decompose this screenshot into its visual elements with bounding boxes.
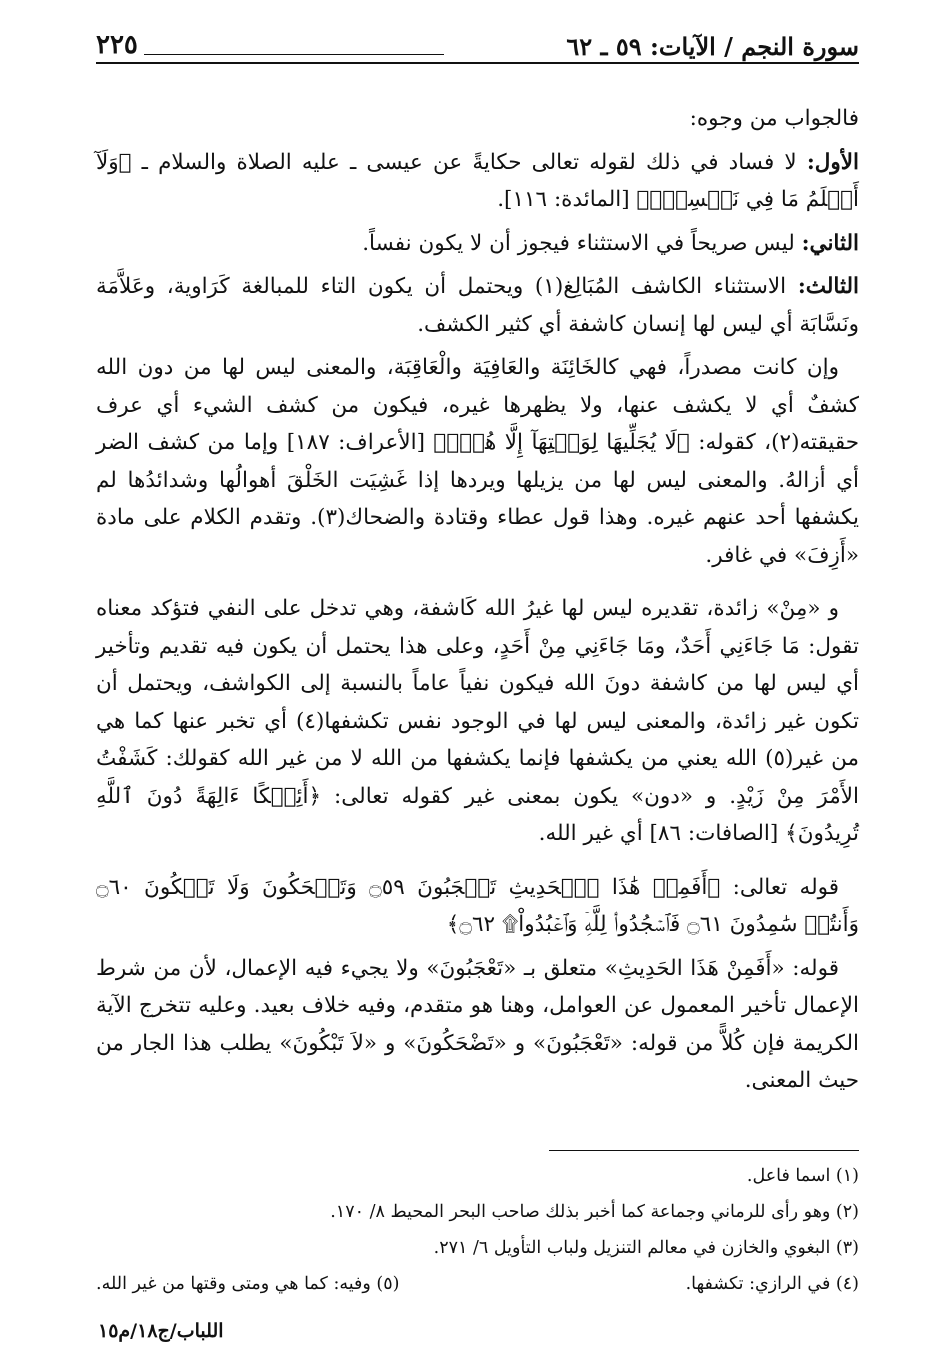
paragraph-third-point <box>96 268 859 343</box>
point-label-second: الثاني: <box>801 230 859 256</box>
point-label-first: الأول: <box>806 149 859 175</box>
paragraph-masdar: وإن كانت مصدراً، فهي كالخَائِنَة والعَافِيَة والْعَاقِبَة، والمعنى ليس لها من دون الله كشفٌ أي لا يكشف عنها، ولا يظهرها غيره، فيكون من كشف الشيء أي عرف حقيقته(٢)، كقوله: ﴿لَا يُجَلِّيهَا لِوَقۡتِهَآ إِلَّا هُوَۚ﴾ [الأعراف: ١٨٧] وإما من كشف الضر أي أزالهُ. والمعنى ليس لها من يزيلها ويردها إذا غَشِيَت الخَلْقَ أهوالُها وشدائدُها لم يكشفها أحد عنهم غيره. وهذا قول عطاء وقتادة والضحاك(٣). وتقدم الكلام على مادة «أَزِفَ» في غافر. <box>96 355 860 568</box>
point-text-third: الاستثناء الكاشف المُبَالِغ(١) ويحتمل أن يكون التاء للمبالغة كَرَاوية، وعَلاَّمَة ونَسَّابَة أي ليس لها إنسان كاشفة أي كثير الكشف. <box>96 274 859 337</box>
paragraph-min-zaida: و «مِنْ» زائدة، تقديره ليس لها غيرُ الله كَاشفة، وهي تدخل على النفي فتؤكد معناه تقول: مَا جَاءَنِي أَحَدٌ، ومَا جَاءَنِي مِنْ أَحَدٍ، وعلى هذا يحتمل أن يكون فيه تقديم وتأخير أي ليس لها من كاشفة دونَ الله فيكون نفياً عاماً بالنسبة إلى الكواشف، ويحتمل أن تكون غير زائدة، والمعنى ليس لها في الوجود نفس تكشفها(٤) أي تخبر عنها كما هي من غير(٥) الله يعني من يكشفها فإنما يكشفها من الله لا من غير الله كقولك: كَشَفْتُ الأَمْرَ مِنْ زَيْدٍ. و «دون» يكون بمعنى غير كقوله تعالى: ﴿أَئِفۡكًا ءَالِهَةً دُونَ ٱللَّهِ تُرِيدُونَ﴾ [الصافات: ٨٦] أي غير الله. <box>96 596 860 846</box>
main-text <box>96 100 859 1106</box>
footnotes <box>96 1158 859 1302</box>
paragraph-second-point <box>96 225 859 263</box>
point-text-second: ليس صريحاً في الاستثناء فيجوز أن لا يكون نفساً. <box>362 230 802 256</box>
footnote-3: (٣) البغوي والخازن في معالم التنزيل ولباب التأويل ٦/ ٢٧١. <box>433 1238 859 1258</box>
page-number: ٢٢٥ <box>96 30 138 60</box>
header-title: سورة النجم / الآيات: ٥٩ ـ ٦٢ <box>566 32 859 61</box>
paragraph-intro: فالجواب من وجوه: <box>689 106 859 131</box>
point-label-third: الثالث: <box>797 274 859 299</box>
footnote-1: (١) اسما فاعل. <box>746 1166 859 1186</box>
footnote-4: (٤) في الرازي: تكشفها. <box>685 1274 859 1294</box>
footnote-5: (٥) وفيه: كما هي ومتى وقتها من غير الله. <box>96 1274 400 1294</box>
header-rule <box>96 62 859 64</box>
footnote-row-4-5 <box>96 1266 859 1302</box>
paragraph-commentary: قوله: «أَفَمِنْ هَذَا الحَدِيثِ» متعلق بـ «تَعْجَبُونَ» ولا يجيء فيه الإعمال، لأن من شرط الإعمال تأخير المعمول عن العوامل، وهنا هو متقدم، وفيه خلاف بعيد. وعليه تتخرج الآية الكريمة فإن كُلاًّ من قوله: «تَعْجَبُونَ» و «تَضْحَكُونَ» و «لاَ تَبْكُونَ» يطلب هذا الجار من حيث المعنى. <box>96 955 859 1093</box>
footnote-rule <box>549 1150 859 1151</box>
paragraph-first-point <box>96 144 859 219</box>
footer-signature: اللباب/ج١٨/م١٥ <box>98 1320 224 1342</box>
header-inline-rule <box>144 54 444 55</box>
footnote-2: (٢) وهو رأى للرماني وجماعة كما أخبر بذلك صاحب البحر المحيط ٨/ ١٧٠. <box>330 1202 859 1222</box>
point-text-first: لا فساد في ذلك لقوله تعالى حكايةً عن عيسى ـ عليه الصلاة والسلام ـ ﴿وَلَآ أَعۡلَمُ مَا فِي نَفۡسِكَۚ﴾ [المائدة: ١١٦]. <box>96 149 859 212</box>
paragraph-verse: قوله تعالى: ﴿أَفَمِنۡ هَٰذَا ٱلۡحَدِيثِ تَعۡجَبُونَ ۝٥٩ وَتَضۡحَكُونَ وَلَا تَبۡكُونَ ۝٦٠ وَأَنتُمۡ سَٰمِدُونَ ۝٦١ فَٱسۡجُدُواْۤ لِلَّهِۤ وَٱعۡبُدُواْ۩ ۝٦٢﴾ <box>96 874 859 937</box>
